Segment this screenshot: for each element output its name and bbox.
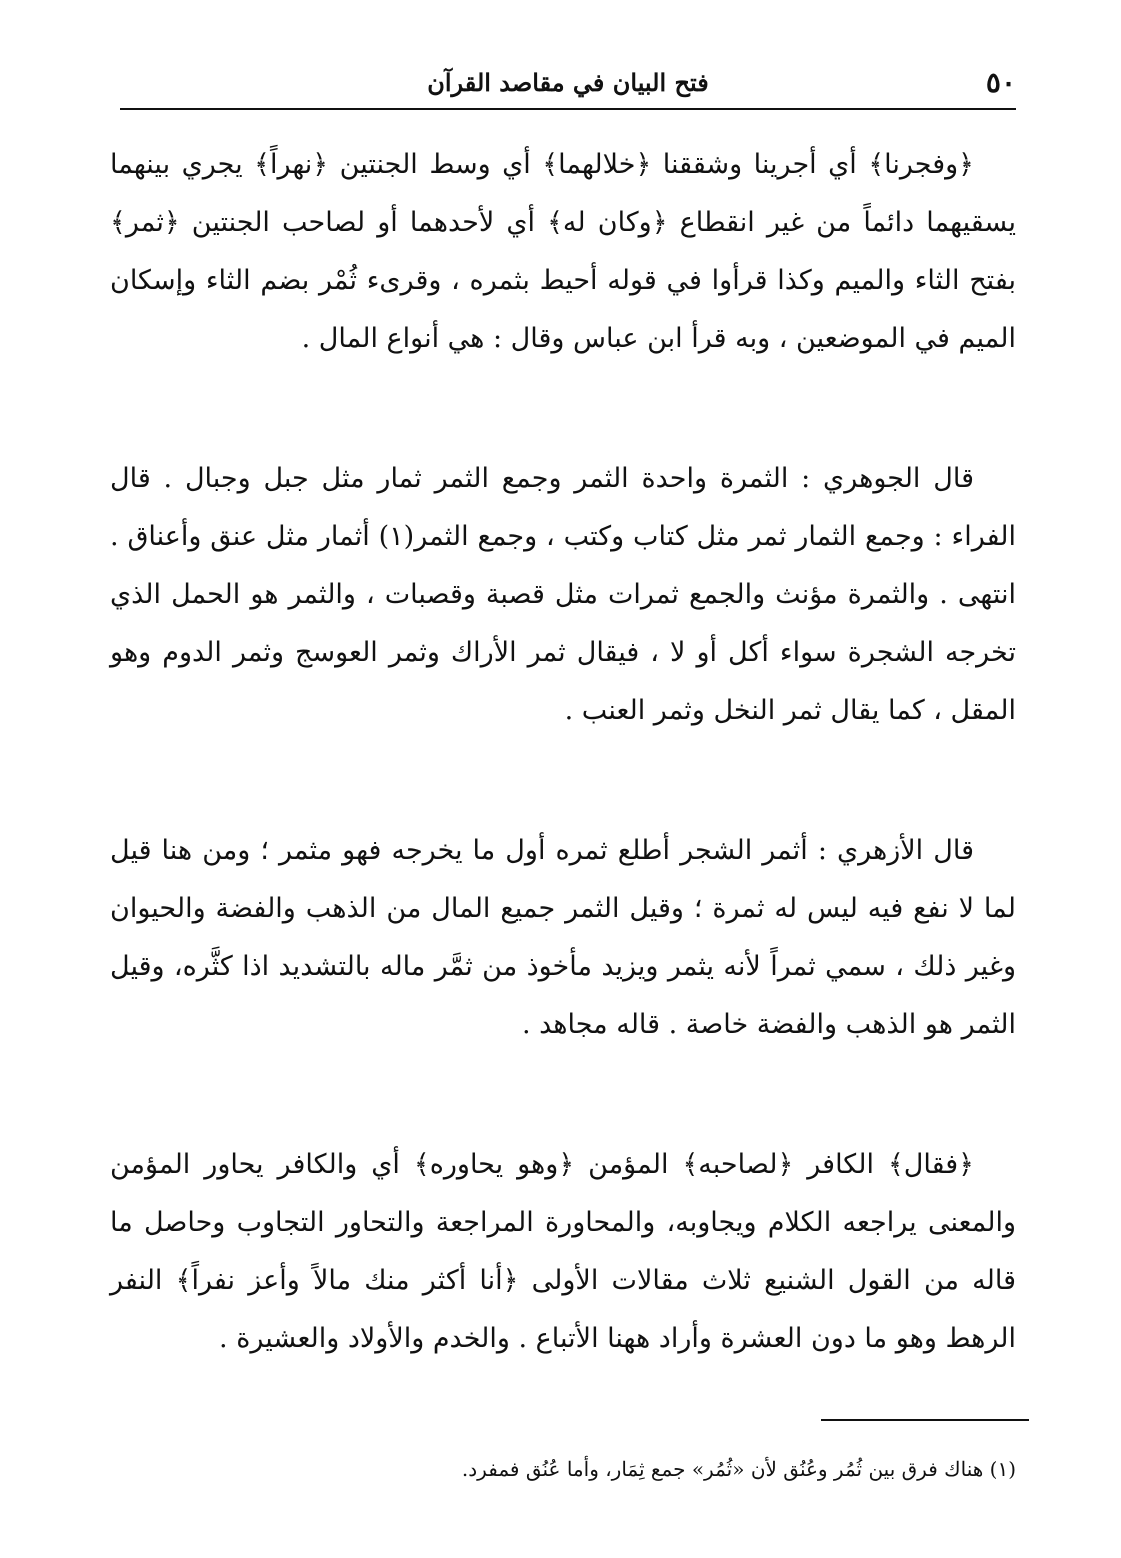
paragraph-1: ﴿وفجرنا﴾ أي أجرينا وشققنا ﴿خلالهما﴾ أي وسط الجنتين ﴿نهراً﴾ يجري بينهما يسقيهما دائماً من غير انقطاع ﴿وكان له﴾ أي لأحدهما أو لصاحب الجنتين ﴿ثمر﴾ بفتح الثاء والميم وكذا قرأوا في قوله أحيط بثمره ، وقرىء ثُمْر بضم الثاء وإسكان الميم في الموضعين ، وبه قرأ ابن عباس وقال : هي أنواع المال . (110, 149, 1016, 354)
page-number: ٥٠ (985, 66, 1016, 99)
footnote: (١) هناك فرق بين ثُمُر وعُنُق لأن «ثُمُر» جمع ثِمَار، وأما عُنُق فمفرد. (461, 1457, 1016, 1481)
paragraph-3: قال الأزهري : أثمر الشجر أطلع ثمره أول ما يخرجه فهو مثمر ؛ ومن هنا قيل لما لا نفع فيه ليس له ثمرة ؛ وقيل الثمر جميع المال من الذهب والفضة والحيوان وغير ذلك ، سمي ثمراً لأنه يثمر ويزيد مأخوذ من ثمَّر ماله بالتشديد اذا كثَّره، وقيل الثمر هو الذهب والفضة خاصة . قاله مجاهد . (110, 835, 1016, 1040)
page-header (120, 62, 1016, 110)
footnote-divider (821, 1419, 1029, 1421)
paragraph-2: قال الجوهري : الثمرة واحدة الثمر وجمع الثمر ثمار مثل جبل وجبال . قال الفراء : وجمع الثمار ثمر مثل كتاب وكتب ، وجمع الثمر(١) أثمار مثل عنق وأعناق . انتهى . والثمرة مؤنث والجمع ثمرات مثل قصبة وقصبات ، والثمر هو الحمل الذي تخرجه الشجرة سواء أكل أو لا ، فيقال ثمر الأراك وثمر العوسج وثمر الدوم وهو المقل ، كما يقال ثمر النخل وثمر العنب . (110, 463, 1016, 726)
running-title: فتح البيان في مقاصد القرآن (427, 68, 709, 97)
main-text (110, 136, 1016, 1386)
paragraph-4: ﴿فقال﴾ الكافر ﴿لصاحبه﴾ المؤمن ﴿وهو يحاوره﴾ أي والكافر يحاور المؤمن والمعنى يراجعه الكلام ويجاوبه، والمحاورة المراجعة والتحاور التجاوب وحاصل ما قاله من القول الشنيع ثلاث مقالات الأولى ﴿أنا أكثر منك مالاً وأعز نفراً﴾ النفر الرهط وهو ما دون العشرة وأراد ههنا الأتباع . والخدم والأولاد والعشيرة . (110, 1149, 1016, 1354)
